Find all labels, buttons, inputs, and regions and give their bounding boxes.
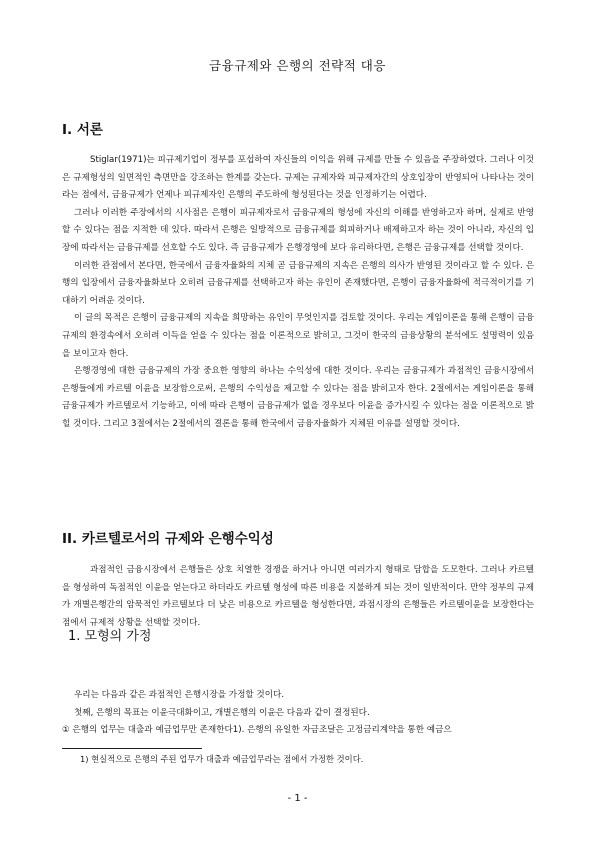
paragraph: Stiglar(1971)는 피규제기업이 정부를 포섭하여 자신들의 이익을 위해 규제를 만들 수 있음을 주장하였다. 그러나 이것은 규제형성의 일면적인 측면만을 강조하는 한계를 갖는다. 규제는 규제자와 피규제자간의 상호입장이 반영되어 나타나는 것이라는 점에서, 금융규제가 언제나 피규제자인 은행의 주도하에 형성된다는 것을 인정하기는 어렵다. [62, 155, 534, 201]
paragraph: 은행경영에 대한 금융규제의 가장 중요한 영향의 하나는 수익성에 대한 것이다. 우리는 금융규제가 과점적인 금융시장에서 은행들에게 카르텔 이윤을 보장함으로써, 은행의 수익성을 제고할 수 있다는 점을 밝히고자 한다. 2절에서는 게임이론을 통해 금융규제가 카르텔로서 기능하고, 이에 따라 은행이 금융규제가 없을 경우보다 이윤을 증가시킬 수 있다는 점을 이론적으로 밝힐 것이다. 그리고 3절에서는 2절에서의 결론을 통해 한국에서 금융자율화가 지체된 이유를 설명할 것이다. [62, 366, 534, 429]
paragraph: 그러나 이러한 주장에서의 시사점은 은행이 피규제자로서 금융규제의 형성에 자신의 이해를 반영하고자 하며, 실제로 반영할 수 있다는 점을 지적한 데 있다. 따라서 은행은 일방적으로 금융규제를 회피하거나 배제하고자 하는 것이 아니라, 자신의 입장에 따라서는 금융규제를 선호할 수도 있다. 즉 금융규제가 은행경영에 보다 유리하다면, 은행은 금융규제를 선택할 것이다. [62, 207, 534, 253]
paragraph: ① 은행의 업무는 대출과 예금업무만 존재한다1). 은행의 유일한 자금조달은 고정금리계약을 통한 예금으 [62, 725, 452, 736]
section-heading-cartel: II. 카르텔로서의 규제와 은행수익성 [62, 531, 274, 547]
paragraph: 과점적인 금융시장에서 은행들은 상호 치열한 경쟁을 하거나 아니면 여러가지 형태로 담합을 도모한다. 그러나 카르텔을 형성하여 독점적인 이윤을 얻는다고 하더라도 카르텔 형성에 따른 비용을 지불하게 되는 것이 일반적이다. 만약 정부의 규제가 개별은행간의 암묵적인 카르텔보다 더 낮은 비용으로 카르텔을 형성한다면, 과점시장의 은행들은 카르텔이윤을 보장한다는 점에서 규제적 상황을 선택할 것이다. [62, 565, 534, 628]
paragraph: 첫째, 은행의 목표는 이윤극대화이고, 개별은행의 이윤은 다음과 같이 결정된다. [74, 707, 370, 718]
section-heading-introduction: I. 서론 [62, 122, 103, 138]
footnote-divider [62, 748, 202, 749]
footnote: 1) 현실적으로 은행의 주된 업무가 대출과 예금업무라는 점에서 가정한 것이다. [80, 754, 364, 764]
section-cartel-body [62, 562, 534, 632]
subsection-heading-assumptions: 1. 모형의 가정 [68, 629, 152, 644]
document-title: 금융규제와 은행의 전략적 대응 [209, 58, 386, 73]
paragraph: 이 글의 목적은 은행이 금융규제의 지속을 희망하는 유인이 무엇인지를 검토할 것이다. 우리는 게임이론을 통해 은행이 금융규제의 환경속에서 오히려 이득을 얻을 수 있다는 점을 이론적으로 밝히고, 그것이 한국의 금융상황의 분석에도 설명력이 있음을 보이고자 한다. [62, 313, 534, 359]
section-introduction-body [62, 152, 534, 434]
paragraph: 우리는 다음과 같은 과점적인 은행시장을 가정할 것이다. [74, 690, 285, 700]
page-number: - 1 - [287, 793, 308, 804]
paragraph: 이러한 관점에서 본다면, 한국에서 금융자율화의 지체 곧 금융규제의 지속은 은행의 의사가 반영된 것이라고 할 수 있다. 은행의 입장에서 금융자율화보다 오히려 금융규제를 선택하고자 하는 유인이 존재했다면, 은행이 금융자율화에 적극적이기를 기대하기 어려운 것이다. [62, 260, 534, 306]
subsection-assumptions-body [62, 687, 534, 740]
